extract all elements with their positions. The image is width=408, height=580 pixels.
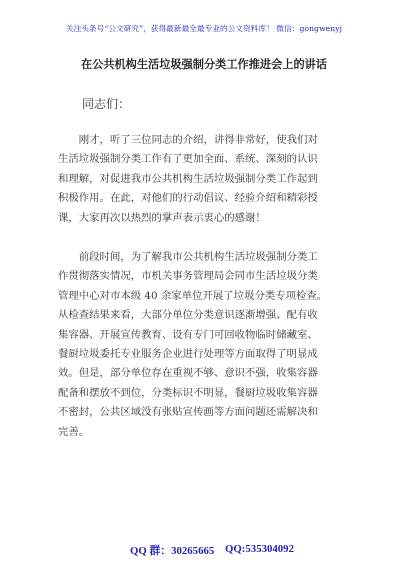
header-banner: 关注头条号“公文研究”，获得最新最全最专业的公文资料库！ 微信：gongwenyj (65, 24, 343, 33)
paragraph-line: 效。但是，部分单位存在重视不够、意识不强，收集容器 (58, 367, 318, 380)
paragraph-2 (58, 248, 352, 442)
document-title: 在公共机构生活垃圾强制分类工作推进会上的讲话 (80, 58, 328, 71)
paragraph-line: 前段时间，为了解我市公共机构生活垃圾强制分类工 (58, 251, 318, 263)
paragraph-line: 和理解，对促进我市公共机构生活垃圾强制分类工作起到 (58, 172, 318, 185)
paragraph-line: 课，大家再次以热烈的掌声表示衷心的感谢！ (58, 211, 266, 224)
paragraph-line: 完善。 (58, 425, 90, 438)
paragraph-line: 从检查结果来看，大部分单位分类意识逐渐增强、配有收 (58, 309, 318, 322)
qq-group-number: QQ 群：30265665 (130, 545, 215, 557)
salutation: 同志们： (82, 97, 131, 111)
paragraph-1 (58, 131, 352, 228)
qq-number: QQ:535304092 (225, 543, 294, 555)
paragraph-line: 刚才，听了三位同志的介绍，讲得非常好，使我们对 (58, 134, 318, 146)
paragraph-line: 积极作用。在此，对他们的行动倡议、经验介绍和精彩授 (58, 192, 318, 205)
paragraph-line: 生活垃圾强制分类工作有了更加全面、系统、深刻的认识 (58, 153, 318, 166)
paragraph-line: 不密封，公共区域没有张贴宣传画等方面问题还需解决和 (58, 406, 318, 419)
paragraph-line: 集容器、开展宣传教育、设有专门可回收物临时储藏室、 (58, 328, 318, 341)
paragraph-line: 餐厨垃圾委托专业服务企业进行处理等方面取得了明显成 (58, 347, 318, 360)
paragraph-line: 作贯彻落实情况，市机关事务管理局会同市生活垃圾分类 (58, 270, 318, 283)
paragraph-line: 配备和摆放不到位，分类标识不明显，餐厨垃圾收集容器 (58, 386, 318, 399)
paragraph-line: 管理中心对市本级 40 余家单位开展了垃圾分类专项检查。 (58, 289, 328, 302)
